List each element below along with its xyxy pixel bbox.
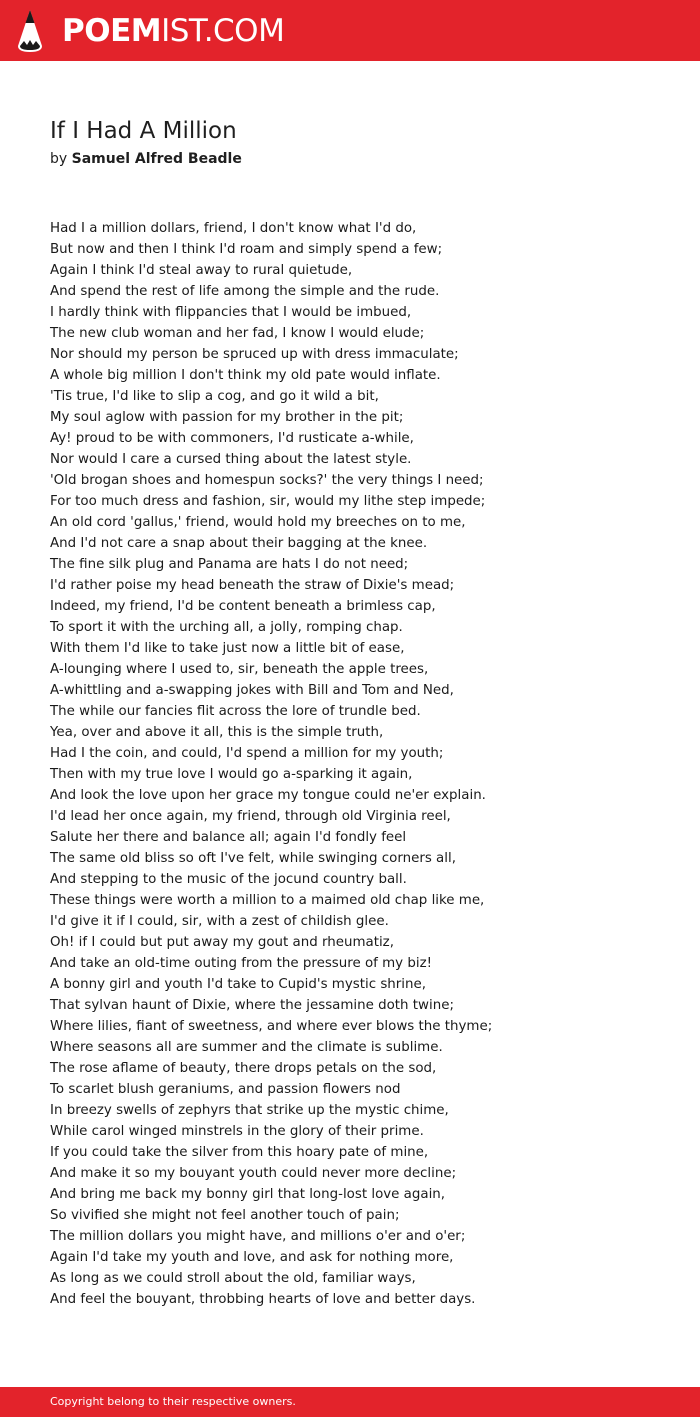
poem-line: These things were worth a million to a maimed old chap like me,	[50, 893, 485, 908]
poem-line: Nor should my person be spruced up with dress immaculate;	[50, 347, 459, 362]
poem-author: Samuel Alfred Beadle	[71, 151, 242, 167]
poem-line: A-lounging where I used to, sir, beneath the apple trees,	[50, 662, 429, 677]
poem-line: I hardly think with flippancies that I would be imbued,	[50, 305, 412, 320]
poem-line: And bring me back my bonny girl that long-lost love again,	[50, 1187, 446, 1202]
poem-line: For too much dress and fashion, sir, would my lithe step impede;	[50, 494, 486, 509]
poem-line: And make it so my bouyant youth could never more decline;	[50, 1166, 457, 1181]
poem-line: Where lilies, fiant of sweetness, and where ever blows the thyme;	[50, 1019, 493, 1034]
poem-line: So vivified she might not feel another touch of pain;	[50, 1208, 400, 1223]
poem-line: 'Tis true, I'd like to slip a cog, and go it wild a bit,	[50, 389, 379, 404]
poem-line: Salute her there and balance all; again I'd fondly feel	[50, 830, 407, 845]
poem-line: And feel the bouyant, throbbing hearts of love and better days.	[50, 1292, 476, 1307]
poem-line: 'Old brogan shoes and homespun socks?' the very things I need;	[50, 473, 484, 488]
by-label: by	[50, 151, 68, 167]
poem-line: As long as we could stroll about the old, familiar ways,	[50, 1271, 416, 1286]
poem-line: And spend the rest of life among the simple and the rude.	[50, 284, 440, 299]
copyright-text: Copyright belong to their respective owners.	[50, 1395, 296, 1408]
poem-line: I'd lead her once again, my friend, through old Virginia reel,	[50, 809, 451, 824]
poem-line: The while our fancies flit across the lore of trundle bed.	[50, 704, 421, 719]
poem-body	[50, 218, 670, 1310]
poem-line: I'd rather poise my head beneath the straw of Dixie's mead;	[50, 578, 455, 593]
poem-title: If I Had A Million	[50, 118, 237, 144]
poem-line: To sport it with the urching all, a jolly, romping chap.	[50, 620, 403, 635]
poem-line: Indeed, my friend, I'd be content beneath a brimless cap,	[50, 599, 436, 614]
pencil-tip-icon	[17, 9, 43, 53]
poem-line: I'd give it if I could, sir, with a zest of childish glee.	[50, 914, 389, 929]
poem-line: Then with my true love I would go a-sparking it again,	[50, 767, 413, 782]
logo-brand-light: IST.COM	[161, 13, 285, 49]
poem-line: That sylvan haunt of Dixie, where the jessamine doth twine;	[50, 998, 454, 1013]
poem-line: My soul aglow with passion for my brother in the pit;	[50, 410, 404, 425]
poem-line: Again I'd take my youth and love, and ask for nothing more,	[50, 1250, 454, 1265]
poem-line: Yea, over and above it all, this is the simple truth,	[50, 725, 384, 740]
poem-line: But now and then I think I'd roam and simply spend a few;	[50, 242, 443, 257]
poem-line: And stepping to the music of the jocund country ball.	[50, 872, 407, 887]
poem-line: The new club woman and her fad, I know I would elude;	[50, 326, 425, 341]
poem-line: Where seasons all are summer and the climate is sublime.	[50, 1040, 443, 1055]
poem-line: A bonny girl and youth I'd take to Cupid's mystic shrine,	[50, 977, 427, 992]
poem-line: An old cord 'gallus,' friend, would hold my breeches on to me,	[50, 515, 466, 530]
poem-line: The same old bliss so oft I've felt, while swinging corners all,	[50, 851, 456, 866]
poem-line: The million dollars you might have, and millions o'er and o'er;	[50, 1229, 466, 1244]
poem-byline	[50, 149, 242, 169]
poem-line: If you could take the silver from this hoary pate of mine,	[50, 1145, 429, 1160]
poem-line: Had I the coin, and could, I'd spend a million for my youth;	[50, 746, 444, 761]
poem-line: While carol winged minstrels in the glory of their prime.	[50, 1124, 424, 1139]
poem-line: And look the love upon her grace my tongue could ne'er explain.	[50, 788, 486, 803]
poem-line: With them I'd like to take just now a little bit of ease,	[50, 641, 405, 656]
site-header	[0, 0, 700, 61]
site-logo-text	[62, 11, 284, 51]
poem-line: Had I a million dollars, friend, I don't know what I'd do,	[50, 221, 417, 236]
poem-line: In breezy swells of zephyrs that strike up the mystic chime,	[50, 1103, 449, 1118]
poem-line: And take an old-time outing from the pressure of my biz!	[50, 956, 432, 971]
poem-line: A whole big million I don't think my old pate would inflate.	[50, 368, 441, 383]
logo-brand-bold: POEM	[62, 13, 162, 49]
poem-line: Ay! proud to be with commoners, I'd rusticate a-while,	[50, 431, 414, 446]
poem-line: Again I think I'd steal away to rural quietude,	[50, 263, 353, 278]
site-footer	[0, 1387, 700, 1417]
poem-line: To scarlet blush geraniums, and passion flowers nod	[50, 1082, 401, 1097]
poem-line: Oh! if I could but put away my gout and rheumatiz,	[50, 935, 394, 950]
poem-line: The fine silk plug and Panama are hats I do not need;	[50, 557, 409, 572]
poem-line: A-whittling and a-swapping jokes with Bill and Tom and Ned,	[50, 683, 454, 698]
poem-line: The rose aflame of beauty, there drops petals on the sod,	[50, 1061, 437, 1076]
poem-line: And I'd not care a snap about their bagging at the knee.	[50, 536, 428, 551]
poem-line: Nor would I care a cursed thing about the latest style.	[50, 452, 412, 467]
